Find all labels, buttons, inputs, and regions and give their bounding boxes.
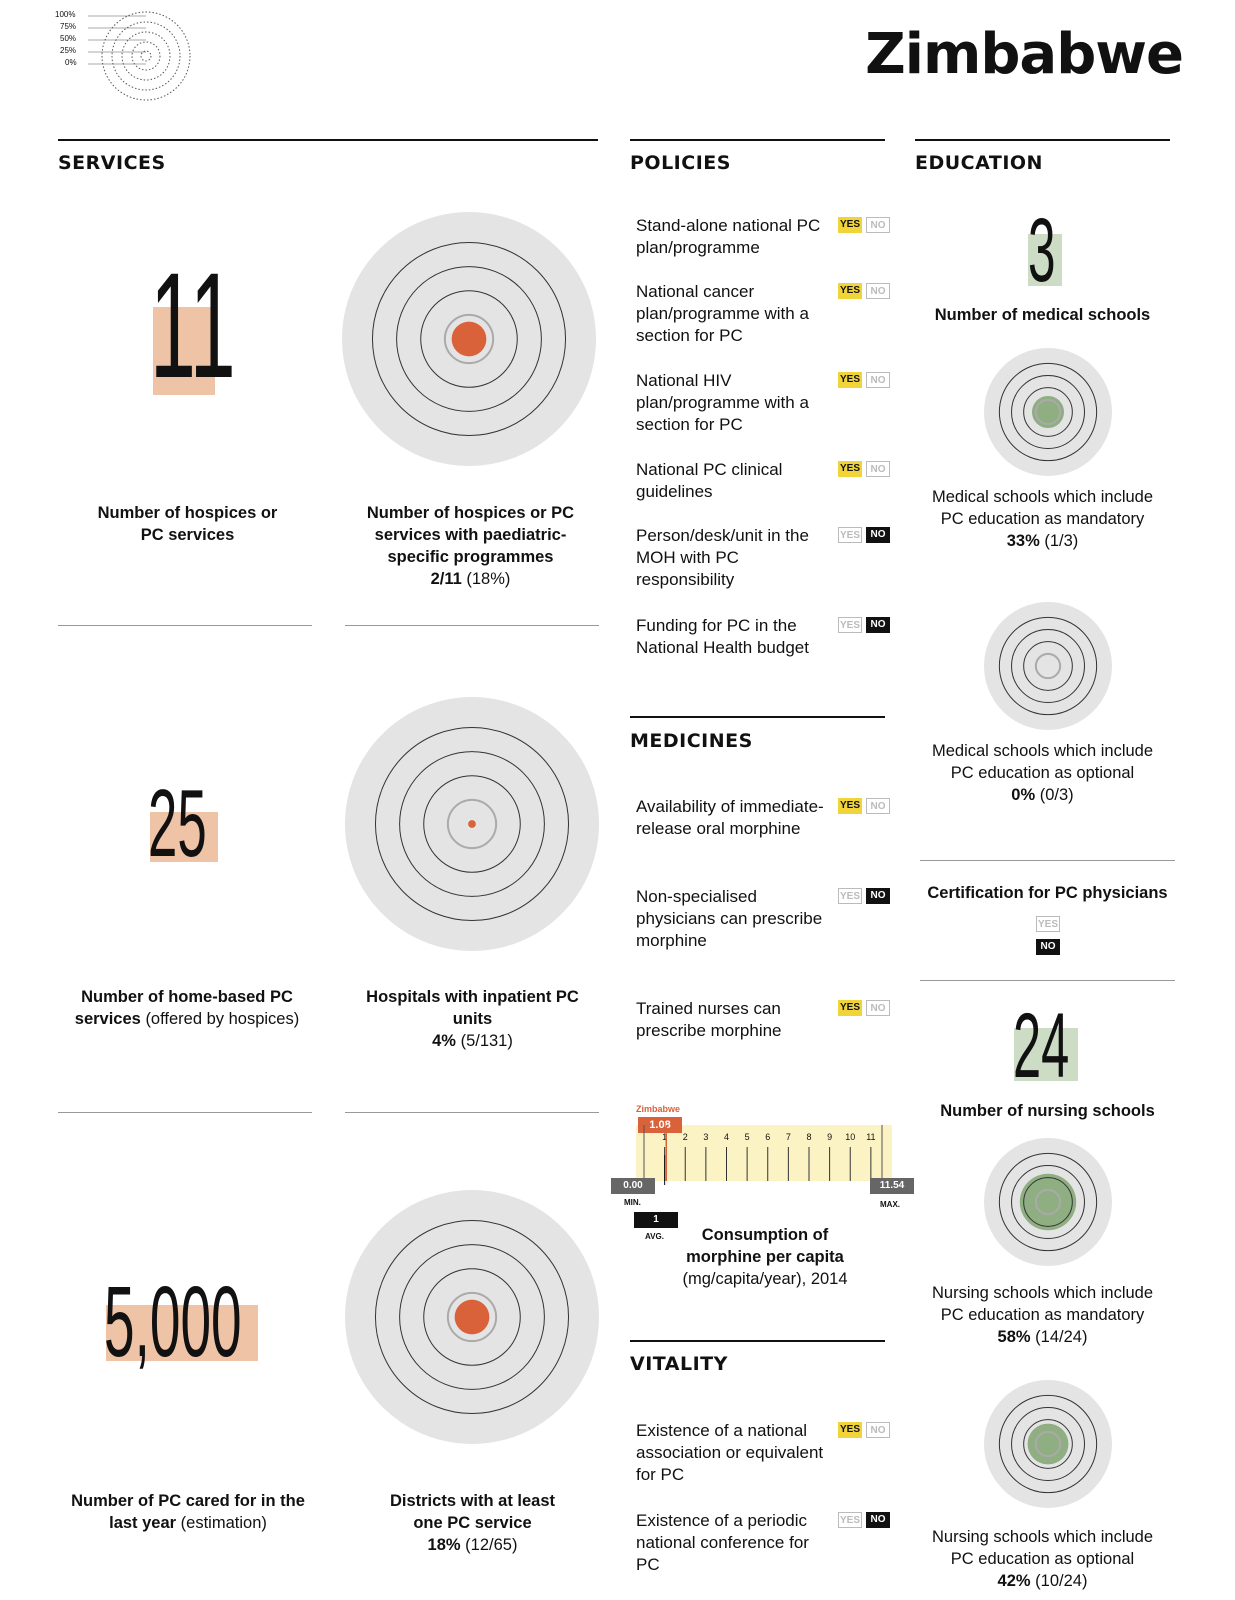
legend-ring-0 — [102, 12, 190, 100]
med-optional-stat: 0% — [1011, 786, 1036, 804]
vitality-rule — [630, 1340, 885, 1342]
med-mandatory-rings — [984, 348, 1112, 476]
districts-detail: (12/65) — [465, 1536, 518, 1554]
morphine-tick-label: 8 — [806, 1132, 812, 1142]
inpatient-detail: (5/131) — [460, 1032, 513, 1050]
yes-badge: YES — [838, 217, 862, 233]
inpatient-rings — [345, 697, 599, 951]
home-based-number: 25 — [148, 770, 207, 877]
no-badge: NO — [866, 372, 890, 388]
services-divider-1b — [345, 625, 599, 626]
med-optional-detail: (0/3) — [1039, 786, 1074, 804]
districts-rings — [345, 1190, 599, 1444]
med-optional-text: Medical schools which include PC education as optional — [931, 742, 1154, 782]
education-rule — [915, 139, 1170, 141]
legend-ring-3 — [132, 42, 160, 70]
legend-label-25: 25% — [60, 46, 77, 55]
yes-badge: YES — [838, 1000, 862, 1016]
nurse-optional-stat: 42% — [997, 1572, 1031, 1590]
nurse-optional-text: Nursing schools which include PC education as optional — [931, 1528, 1154, 1568]
districts-label — [375, 1490, 570, 1556]
yes-badge: YES — [838, 888, 862, 904]
legend-ring-2 — [122, 32, 170, 80]
med-mandatory-detail: (1/3) — [1044, 532, 1079, 550]
morphine-avg-text: AVG. — [645, 1232, 664, 1241]
inpatient-label — [365, 986, 580, 1052]
morphine-title: Consumption of morphine per capita — [686, 1226, 844, 1266]
districts-stat: 18% — [427, 1536, 461, 1554]
education-title: EDUCATION — [915, 152, 1043, 174]
morphine-max-text: MAX. — [880, 1200, 900, 1209]
morphine-tick-label: 7 — [785, 1132, 791, 1142]
legend-label-0: 0% — [65, 58, 77, 67]
home-based-label-bold: Number of home-based PC services — [74, 988, 293, 1028]
morphine-tick-label: 10 — [845, 1132, 856, 1142]
ring-fill — [1020, 1174, 1076, 1230]
nurse-mandatory-text: Nursing schools which include PC education as mandatory — [931, 1284, 1154, 1324]
ring-fill — [455, 1300, 490, 1335]
policies-item-text: Stand-alone national PC plan/programme — [636, 216, 821, 257]
vitality-title: VITALITY — [630, 1353, 728, 1375]
services-title: SERVICES — [58, 152, 166, 174]
education-divider-2 — [920, 980, 1175, 981]
cared-label-rest: (estimation) — [180, 1514, 267, 1532]
ring-fill — [1028, 1424, 1069, 1465]
med-mandatory-text: Medical schools which include PC education as mandatory — [931, 488, 1154, 528]
no-badge: NO — [866, 888, 890, 904]
med-optional-rings — [984, 602, 1112, 730]
paediatric-label — [348, 502, 593, 590]
medicines-item-text: Availability of immediate-release oral morphine — [636, 797, 824, 838]
morphine-tick-label: 11 — [866, 1132, 876, 1142]
nurse-mandatory-detail: (14/24) — [1035, 1328, 1088, 1346]
home-based-label-rest: (offered by hospices) — [145, 1010, 300, 1028]
certification-yes: YES — [1036, 916, 1060, 932]
yes-badge: YES — [838, 1422, 862, 1438]
no-badge: NO — [866, 527, 890, 543]
medical-schools-label: Number of medical schools — [934, 306, 1151, 324]
policies-rule — [630, 139, 885, 141]
ring-background — [984, 602, 1112, 730]
policies-item-text: National cancer plan/programme with a section for PC — [636, 282, 809, 345]
morphine-country-label: Zimbabwe — [636, 1104, 681, 1114]
hospices-number: 11 — [150, 241, 236, 409]
country-title: Zimbabwe — [865, 22, 1183, 87]
no-badge: NO — [866, 617, 890, 633]
hospices-label: Number of hospices or PC services — [97, 504, 278, 544]
paediatric-detail: (18%) — [466, 570, 511, 588]
services-divider-2a — [58, 1112, 312, 1113]
legend-ring-4 — [141, 51, 151, 61]
medicines-item-text: Non-specialised physicians can prescribe morphine — [636, 887, 823, 950]
nurse-optional-rings — [984, 1380, 1112, 1508]
paediatric-rings — [342, 212, 596, 466]
no-badge: NO — [866, 1422, 890, 1438]
home-based-label — [62, 986, 312, 1030]
education-divider-1 — [920, 860, 1175, 861]
certification-no: NO — [1036, 939, 1060, 955]
districts-label-text: Districts with at least one PC service — [389, 1492, 556, 1532]
no-badge: NO — [866, 1000, 890, 1016]
morphine-tick-label: 9 — [827, 1132, 833, 1142]
morphine-max-badge: 11.54 — [870, 1178, 914, 1194]
cared-number: 5,000 — [104, 1266, 242, 1378]
morphine-min-badge: 0.00 — [611, 1178, 655, 1194]
med-mandatory-label — [930, 486, 1155, 552]
nurse-optional-label — [930, 1526, 1155, 1592]
services-divider-2b — [345, 1112, 599, 1113]
yes-badge: YES — [838, 798, 862, 814]
ring-fill — [452, 322, 487, 357]
nursing-schools-label: Number of nursing schools — [940, 1102, 1155, 1120]
policies-item-text: Person/desk/unit in the MOH with PC responsibility — [636, 526, 809, 589]
cared-label — [68, 1490, 308, 1534]
morphine-tick-label: 4 — [723, 1132, 730, 1142]
med-optional-label — [930, 740, 1155, 806]
certification-label: Certification for PC physicians — [927, 884, 1168, 902]
morphine-caption — [672, 1224, 858, 1290]
no-badge: NO — [866, 1512, 890, 1528]
medicines-rule — [630, 716, 885, 718]
medical-schools-number: 3 — [1028, 201, 1056, 301]
morphine-subtitle: (mg/capita/year), 2014 — [682, 1270, 848, 1288]
services-rule — [58, 139, 598, 141]
policies-title: POLICIES — [630, 152, 731, 174]
yes-badge: YES — [838, 372, 862, 388]
morphine-value-badge: 1.08 — [638, 1117, 682, 1133]
morphine-scale — [636, 1125, 892, 1185]
no-badge: NO — [866, 283, 890, 299]
medicines-item-text: Trained nurses can prescribe morphine — [636, 999, 782, 1040]
legend-label-50: 50% — [60, 34, 77, 43]
legend-rings — [58, 10, 208, 110]
inpatient-stat: 4% — [432, 1032, 456, 1050]
policies-item-text: National PC clinical guidelines — [636, 460, 783, 501]
ring-fill — [468, 820, 476, 828]
morphine-tick-label: 3 — [703, 1132, 709, 1142]
legend-label-75: 75% — [60, 22, 77, 31]
paediatric-stat: 2/11 — [430, 570, 462, 588]
vitality-item-text: Existence of a periodic national conference for PC — [636, 1511, 809, 1574]
morphine-tick-label: 1 — [662, 1132, 668, 1142]
morphine-tick-label: 2 — [682, 1132, 688, 1142]
medicines-title: MEDICINES — [630, 730, 753, 752]
no-badge: NO — [866, 217, 890, 233]
yes-badge: YES — [838, 527, 862, 543]
services-divider-1a — [58, 625, 312, 626]
yes-badge: YES — [838, 283, 862, 299]
morphine-min-text: MIN. — [624, 1198, 641, 1207]
morphine-tick-label: 5 — [744, 1132, 750, 1142]
yes-badge: YES — [838, 461, 862, 477]
vitality-item-text: Existence of a national association or equivalent for PC — [636, 1421, 824, 1484]
nurse-mandatory-stat: 58% — [997, 1328, 1031, 1346]
nurse-mandatory-rings — [984, 1138, 1112, 1266]
med-mandatory-stat: 33% — [1006, 532, 1040, 550]
no-badge: NO — [866, 461, 890, 477]
inpatient-label-text: Hospitals with inpatient PC units — [366, 988, 579, 1028]
nurse-mandatory-label — [930, 1282, 1155, 1348]
morphine-avg-badge: 1 — [634, 1212, 678, 1228]
cared-label-bold: Number of PC cared for in the last year — [71, 1492, 305, 1532]
legend-label-100: 100% — [55, 10, 76, 19]
yes-badge: YES — [838, 617, 862, 633]
policies-item-text: National HIV plan/programme with a section for PC — [636, 371, 809, 434]
no-badge: NO — [866, 798, 890, 814]
nursing-schools-number: 24 — [1013, 995, 1070, 1097]
paediatric-label-text: Number of hospices or PC services with paediatric-specific programmes — [366, 504, 575, 566]
yes-badge: YES — [838, 1512, 862, 1528]
nurse-optional-detail: (10/24) — [1035, 1572, 1088, 1590]
morphine-tick-label: 6 — [765, 1132, 771, 1142]
policies-item-text: Funding for PC in the National Health budget — [636, 616, 809, 657]
